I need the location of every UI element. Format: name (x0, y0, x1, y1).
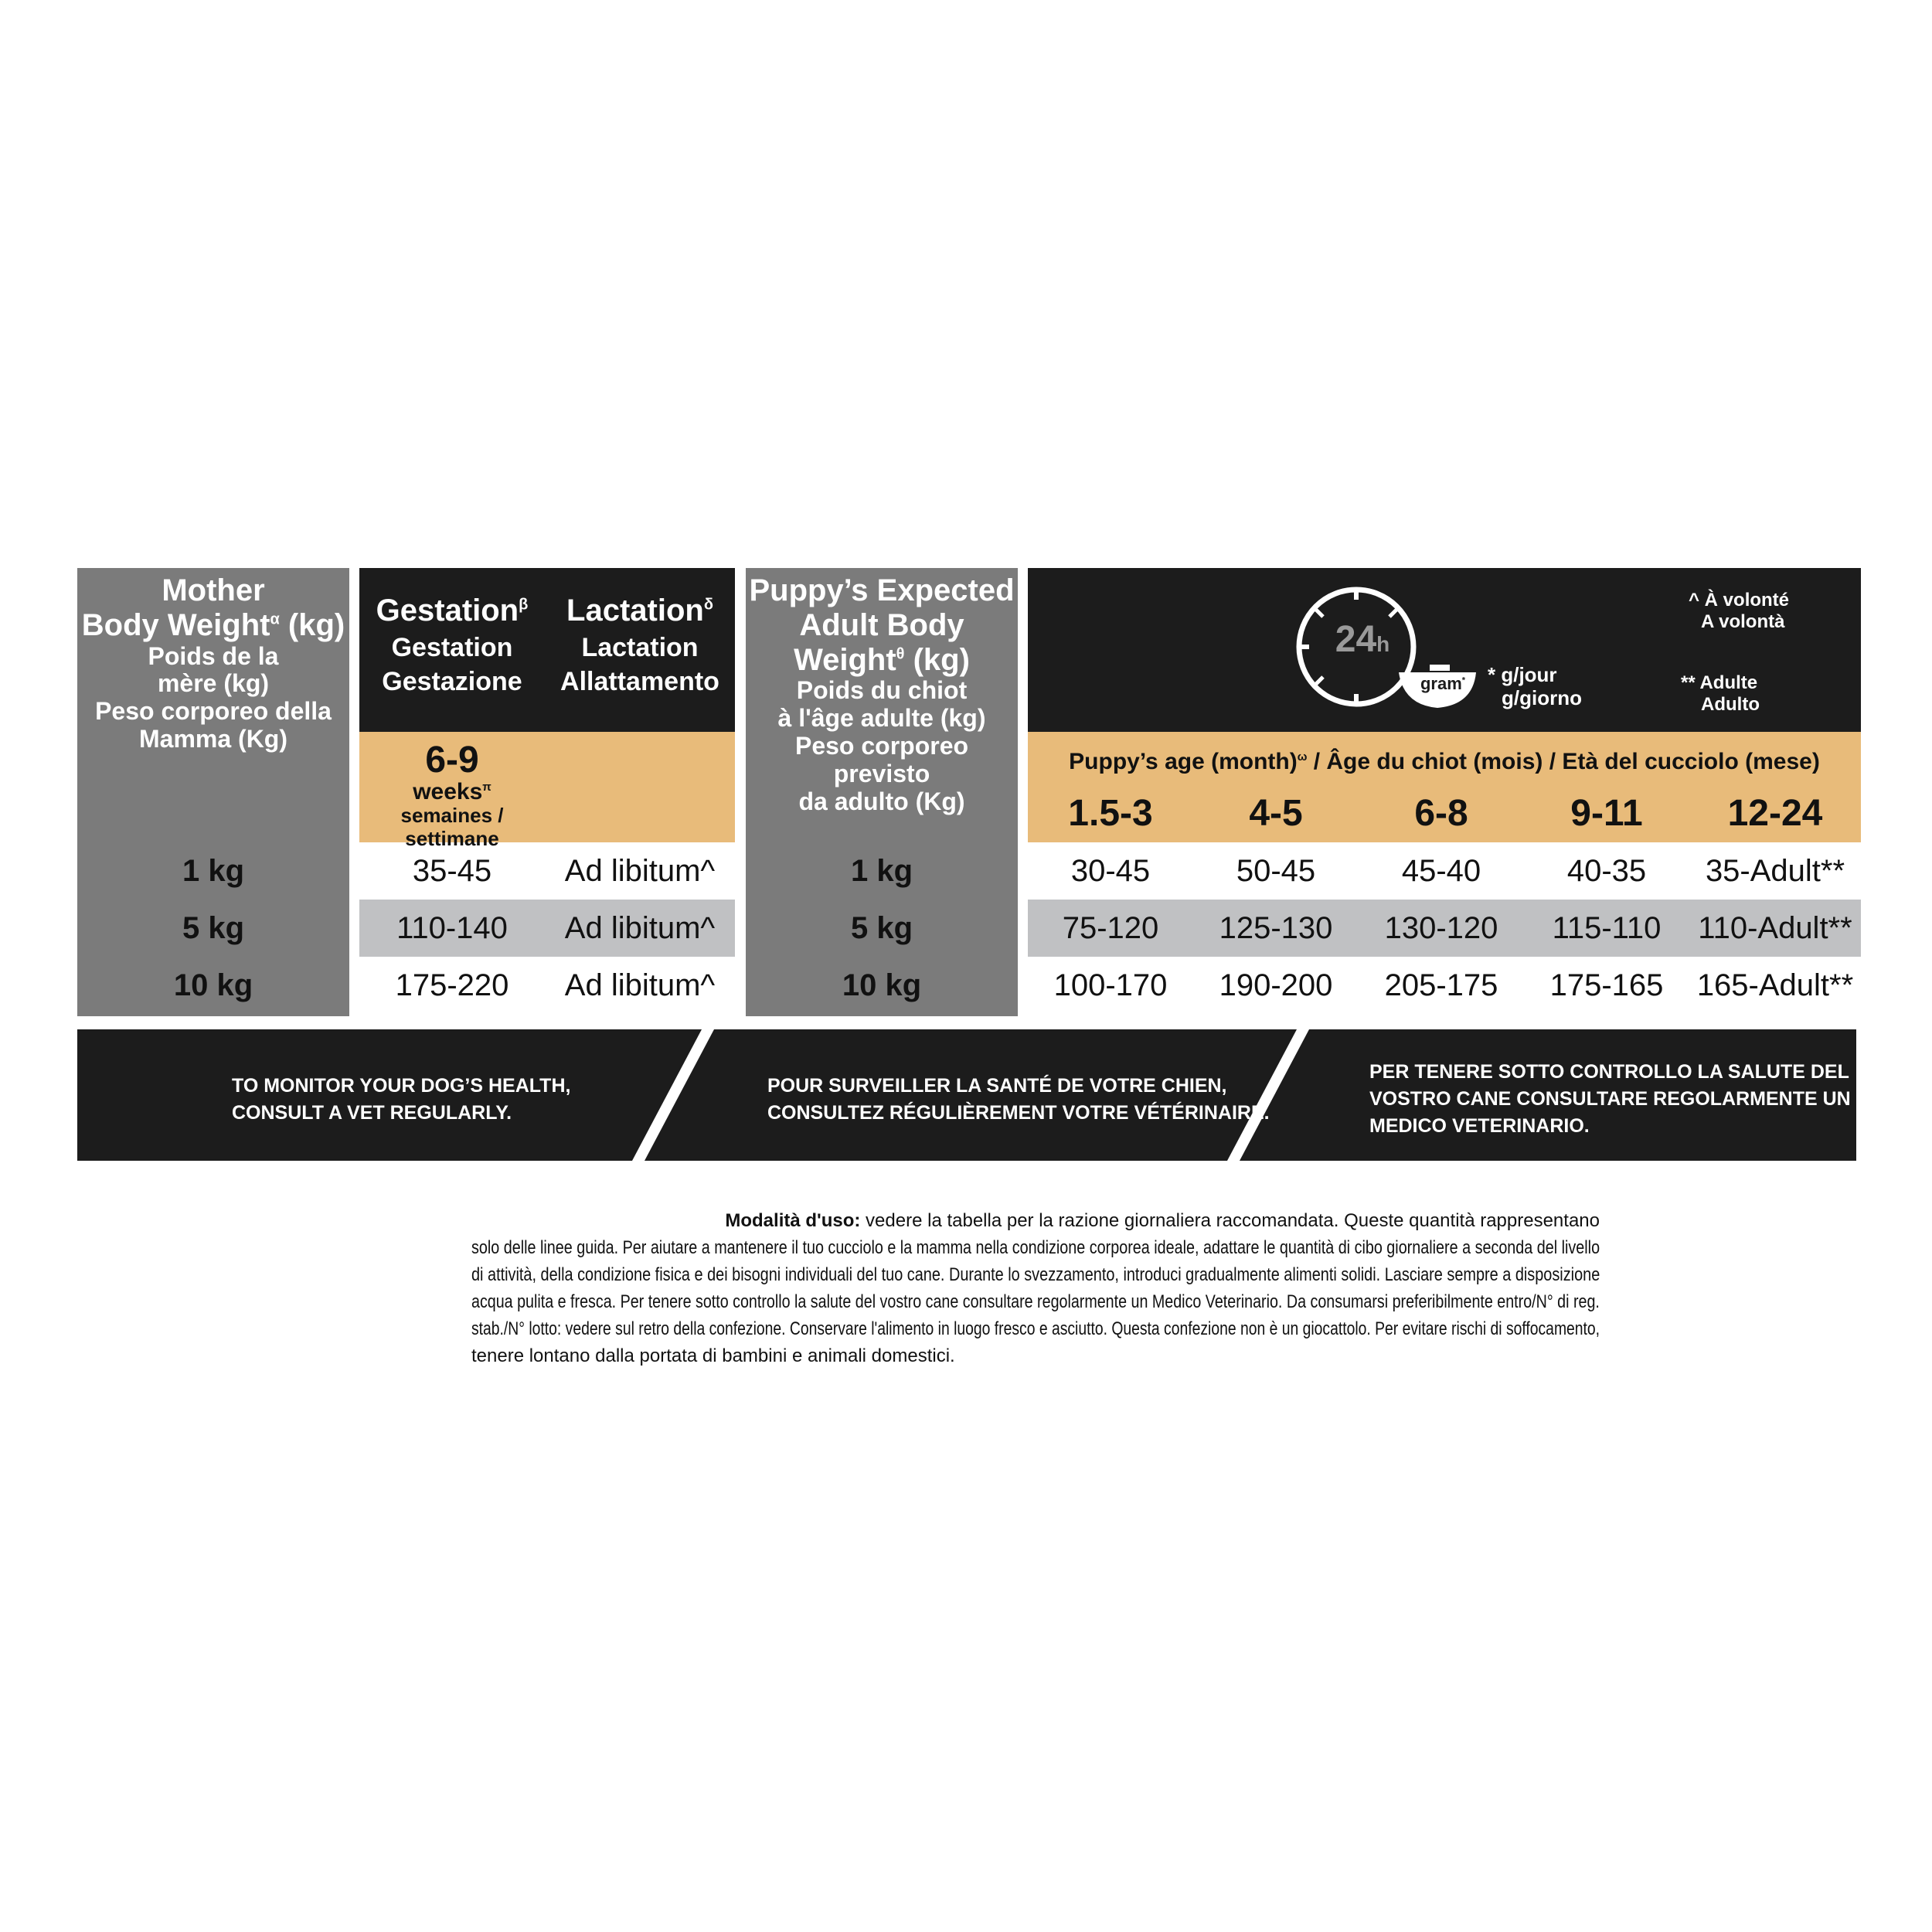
mother-row-2: 5 kg (182, 911, 245, 945)
puppy-cell-r1-c4: 40-35 (1566, 854, 1647, 888)
usage-line-2: di attività, della condizione fisica e dei bisogni individuali del tuo cane. Durante lo svezzamento, introduci gradualmente alimenti solidi. Lasciare sempre a disposizione (471, 1264, 1600, 1285)
unit-it: g/giorno (1502, 686, 1582, 709)
lactation-row-1: Ad libitum^ (564, 854, 716, 888)
gestation-row-2: 110-140 (396, 911, 508, 945)
puppy-sub-line-2: à l'âge adulte (kg) (777, 704, 986, 733)
weeks-block (359, 740, 545, 850)
puppy-cell-r1-c3: 45-40 (1401, 854, 1481, 888)
puppy-weight-row-2: 5 kg (850, 911, 913, 945)
puppy-title-line-1: Puppy’s Expected (749, 573, 1015, 607)
age-col-4: 9-11 (1570, 793, 1643, 834)
clock-label: 24h (1335, 619, 1390, 660)
puppy-title-line-2: Adult Body (799, 607, 964, 642)
puppy-cell-r2-c5: 110-Adult** (1698, 911, 1852, 945)
gestation-fr: Gestation (391, 632, 513, 662)
age-col-1: 1.5-3 (1068, 793, 1153, 834)
mother-row-1: 1 kg (182, 854, 245, 888)
weeks-sub: semaines / settimane (400, 804, 504, 850)
puppy-title-line-3: Weight$^\theta$ (kg) (794, 642, 970, 677)
legend-adult-fr: ** Adulte (1681, 672, 1758, 693)
lactation-header (545, 594, 735, 696)
age-col-3: 6-8 (1414, 793, 1468, 834)
puppy-sub-line-3: Peso corporeo previsto (794, 732, 969, 787)
puppy-cell-r2-c3: 130-120 (1384, 911, 1498, 945)
usage-line-4: stab./N° lotto: vedere sul retro della confezione. Conservare l'alimento in luogo fresco e asciutto. Questa confezione non è un giocattolo. Per evitare rischi di soffocamento, (471, 1318, 1600, 1339)
mother-title-line-1: Mother (162, 573, 265, 607)
unit-label (1488, 663, 1582, 709)
puppy-sub-line-4: da adulto (Kg) (798, 787, 965, 815)
gestation-header (359, 594, 545, 696)
usage-line-5: tenere lontano dalla portata di bambini e animali domestici. (471, 1345, 955, 1366)
vet-strip-it-line-3: MEDICO VETERINARIO. (1369, 1115, 1590, 1137)
vet-strip-fr-line-2: CONSULTEZ RÉGULIÈREMENT VOTRE VÉTÉRINAIRE. (767, 1102, 1270, 1124)
gestation-row-1: 35-45 (412, 854, 492, 888)
puppy-sub-line-1: Poids du chiot (796, 676, 968, 705)
legend-adult-it: Adulto (1701, 694, 1760, 715)
vet-strip-fr (767, 1073, 1270, 1127)
mother-sub-line-3: Peso corporeo della (95, 697, 332, 726)
vet-strip-it-line-2: VOSTRO CANE CONSULTARE REGOLARMENTE UN (1369, 1088, 1851, 1110)
usage-line-1: solo delle linee guida. Per aiutare a mantenere il tuo cucciolo e la mamma nella condizione corporea ideale, adattare le quantità di cibo giornaliere a seconda del livello (471, 1237, 1600, 1258)
mother-weight-header (77, 573, 349, 753)
usage-first-line: Modalità d'uso: vedere la tabella per la razione giornaliera raccomandata. Queste quantità rappresentano (725, 1210, 1600, 1231)
legend-ad-lib-fr: ^ À volonté (1689, 590, 1790, 611)
mother-sub-line-4: Mamma (Kg) (138, 725, 287, 753)
puppy-cell-r2-c1: 75-120 (1062, 911, 1159, 945)
vet-strip-fr-line-1: POUR SURVEILLER LA SANTÉ DE VOTRE CHIEN, (767, 1075, 1227, 1097)
lactation-title: Lactation$^\delta$ (566, 594, 713, 628)
puppy-cell-r3-c2: 190-200 (1219, 968, 1333, 1002)
usage-text (471, 1207, 1600, 1369)
vet-strip-it (1369, 1059, 1851, 1140)
weeks-value: 6-9 (425, 740, 479, 781)
legend-adult (1681, 672, 1760, 716)
lactation-row-2: Ad libitum^ (564, 911, 716, 945)
usage-line-3: acqua pulita e fresca. Per tenere sotto controllo la salute del vostro cane consultare regolarmente un Medico Veterinario. Da consumarsi preferibilmente entro/N° di reg. (471, 1291, 1600, 1312)
vet-strip-it-line-1: PER TENERE SOTTO CONTROLLO LA SALUTE DEL (1369, 1061, 1849, 1083)
puppy-cell-r2-c2: 125-130 (1219, 911, 1333, 945)
age-col-5: 12-24 (1727, 793, 1823, 834)
puppy-cell-r1-c1: 30-45 (1070, 854, 1151, 888)
gestation-title: Gestation$^\beta$ (376, 594, 529, 628)
vet-strip-en-line-2: CONSULT A VET REGULARLY. (232, 1102, 512, 1124)
vet-strip-en (232, 1073, 570, 1127)
puppy-weight-row-1: 1 kg (850, 854, 913, 888)
puppy-weight-header (746, 573, 1018, 816)
lactation-row-3: Ad libitum^ (564, 968, 716, 1002)
mother-row-3: 10 kg (173, 968, 253, 1002)
puppy-cell-r3-c1: 100-170 (1053, 968, 1168, 1002)
unit-fr: * g/jour (1488, 663, 1557, 686)
mother-sub-line-2: mère (kg) (157, 669, 270, 698)
age-col-2: 4-5 (1249, 793, 1303, 834)
lactation-it: Allattamento (560, 666, 719, 696)
puppy-cell-r3-c3: 205-175 (1384, 968, 1498, 1002)
gram-label: gram* (1420, 674, 1466, 693)
gestation-row-3: 175-220 (395, 968, 509, 1002)
puppy-cell-r3-c4: 175-165 (1549, 968, 1664, 1002)
puppy-cell-r1-c2: 50-45 (1236, 854, 1316, 888)
lactation-fr: Lactation (581, 632, 699, 662)
weeks-label: weeks$^\pi$ (413, 779, 492, 804)
puppy-cell-r2-c4: 115-110 (1552, 911, 1662, 945)
legend-ad-lib-it: A volontà (1701, 611, 1785, 632)
mother-title-line-2: Body Weight$^\alpha$ (kg) (81, 607, 345, 642)
vet-strip-en-line-1: TO MONITOR YOUR DOG’S HEALTH, (232, 1075, 571, 1097)
gestation-it: Gestazione (382, 666, 522, 696)
puppy-cell-r1-c5: 35-Adult** (1705, 854, 1845, 888)
age-label: Puppy’s age (month)$^\omega$ / Âge du chiot (mois) / Età del cucciolo (mese) (1069, 749, 1820, 774)
puppy-weight-row-3: 10 kg (842, 968, 922, 1002)
mother-sub-line-1: Poids de la (148, 641, 279, 670)
puppy-cell-r3-c5: 165-Adult** (1696, 968, 1854, 1002)
legend-ad-libitum (1689, 590, 1789, 633)
